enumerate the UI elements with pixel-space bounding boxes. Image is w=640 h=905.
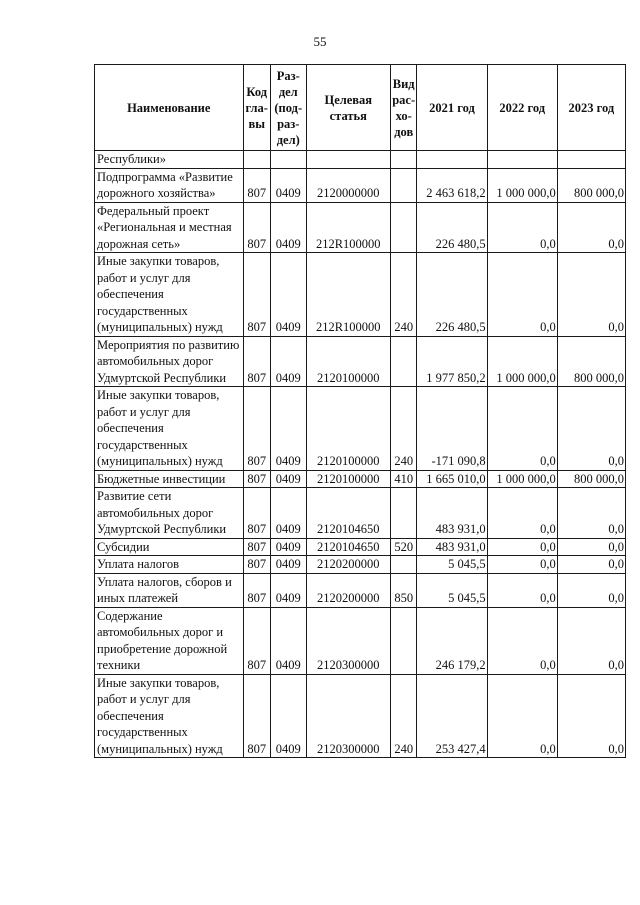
cell-section: 0409 bbox=[270, 168, 306, 202]
cell-y2021: 2 463 618,2 bbox=[417, 168, 487, 202]
cell-expense bbox=[390, 168, 416, 202]
cell-y2022: 0,0 bbox=[487, 674, 557, 758]
cell-y2021: 5 045,5 bbox=[417, 556, 487, 574]
cell-section: 0409 bbox=[270, 674, 306, 758]
cell-y2023: 0,0 bbox=[557, 674, 625, 758]
cell-code: 807 bbox=[243, 168, 270, 202]
cell-y2021: -171 090,8 bbox=[417, 387, 487, 471]
header-2022: 2022 год bbox=[487, 65, 557, 151]
header-2023: 2023 год bbox=[557, 65, 625, 151]
cell-name: Мероприятия по развитию автомобильных дорог Удмуртской Республики bbox=[95, 336, 244, 387]
table-row bbox=[95, 488, 626, 539]
cell-y2022: 0,0 bbox=[487, 573, 557, 607]
cell-target bbox=[306, 151, 390, 169]
header-code: Код гла- вы bbox=[243, 65, 270, 151]
cell-name: Субсидии bbox=[95, 538, 244, 556]
cell-y2023: 800 000,0 bbox=[557, 470, 625, 488]
cell-target: 2120104650 bbox=[306, 538, 390, 556]
cell-y2022: 0,0 bbox=[487, 387, 557, 471]
cell-y2023: 0,0 bbox=[557, 573, 625, 607]
cell-code: 807 bbox=[243, 470, 270, 488]
cell-target: 2120104650 bbox=[306, 488, 390, 539]
table-row bbox=[95, 674, 626, 758]
table-row bbox=[95, 202, 626, 253]
cell-target: 2120100000 bbox=[306, 336, 390, 387]
cell-code: 807 bbox=[243, 556, 270, 574]
cell-name: Уплата налогов bbox=[95, 556, 244, 574]
cell-y2023: 0,0 bbox=[557, 253, 625, 337]
cell-code: 807 bbox=[243, 336, 270, 387]
cell-section: 0409 bbox=[270, 202, 306, 253]
cell-expense: 240 bbox=[390, 674, 416, 758]
budget-table bbox=[94, 64, 626, 758]
cell-y2022: 1 000 000,0 bbox=[487, 470, 557, 488]
table-header-row bbox=[95, 65, 626, 151]
table-row bbox=[95, 470, 626, 488]
cell-target: 2120000000 bbox=[306, 168, 390, 202]
cell-code: 807 bbox=[243, 607, 270, 674]
cell-y2021: 1 977 850,2 bbox=[417, 336, 487, 387]
cell-y2022: 0,0 bbox=[487, 538, 557, 556]
cell-target: 2120200000 bbox=[306, 556, 390, 574]
cell-target: 212R100000 bbox=[306, 253, 390, 337]
cell-expense: 410 bbox=[390, 470, 416, 488]
table-row bbox=[95, 387, 626, 471]
cell-expense: 520 bbox=[390, 538, 416, 556]
cell-y2022: 1 000 000,0 bbox=[487, 336, 557, 387]
cell-y2023: 0,0 bbox=[557, 538, 625, 556]
cell-expense bbox=[390, 607, 416, 674]
cell-name: Иные закупки товаров, работ и услуг для обеспечения государственных (муниципальных) нужд bbox=[95, 253, 244, 337]
cell-name: Подпрограмма «Развитие дорожного хозяйства» bbox=[95, 168, 244, 202]
table-row bbox=[95, 607, 626, 674]
cell-y2021: 253 427,4 bbox=[417, 674, 487, 758]
table-row bbox=[95, 336, 626, 387]
cell-target: 2120100000 bbox=[306, 387, 390, 471]
cell-y2023: 800 000,0 bbox=[557, 336, 625, 387]
cell-y2021: 5 045,5 bbox=[417, 573, 487, 607]
cell-expense: 850 bbox=[390, 573, 416, 607]
cell-expense: 240 bbox=[390, 253, 416, 337]
cell-y2021 bbox=[417, 151, 487, 169]
cell-y2022: 0,0 bbox=[487, 202, 557, 253]
cell-section: 0409 bbox=[270, 556, 306, 574]
cell-section: 0409 bbox=[270, 253, 306, 337]
cell-y2022: 1 000 000,0 bbox=[487, 168, 557, 202]
cell-y2023: 0,0 bbox=[557, 556, 625, 574]
table-row bbox=[95, 556, 626, 574]
cell-y2021: 226 480,5 bbox=[417, 202, 487, 253]
cell-y2022: 0,0 bbox=[487, 607, 557, 674]
cell-section: 0409 bbox=[270, 488, 306, 539]
cell-name: Федеральный проект «Региональная и местная дорожная сеть» bbox=[95, 202, 244, 253]
cell-y2022: 0,0 bbox=[487, 556, 557, 574]
cell-code: 807 bbox=[243, 573, 270, 607]
cell-expense bbox=[390, 336, 416, 387]
cell-y2023: 0,0 bbox=[557, 488, 625, 539]
cell-target: 2120200000 bbox=[306, 573, 390, 607]
cell-code bbox=[243, 151, 270, 169]
cell-y2023: 0,0 bbox=[557, 202, 625, 253]
cell-y2021: 483 931,0 bbox=[417, 488, 487, 539]
cell-y2021: 483 931,0 bbox=[417, 538, 487, 556]
cell-code: 807 bbox=[243, 488, 270, 539]
cell-y2022 bbox=[487, 151, 557, 169]
header-name: Наименование bbox=[95, 65, 244, 151]
cell-section: 0409 bbox=[270, 607, 306, 674]
cell-name: Иные закупки товаров, работ и услуг для обеспечения государственных (муниципальных) нужд bbox=[95, 674, 244, 758]
cell-y2023: 800 000,0 bbox=[557, 168, 625, 202]
cell-y2021: 246 179,2 bbox=[417, 607, 487, 674]
cell-section: 0409 bbox=[270, 573, 306, 607]
page-number: 55 bbox=[313, 34, 327, 49]
cell-name: Уплата налогов, сборов и иных платежей bbox=[95, 573, 244, 607]
cell-name: Содержание автомобильных дорог и приобретение дорожной техники bbox=[95, 607, 244, 674]
cell-code: 807 bbox=[243, 202, 270, 253]
cell-y2023 bbox=[557, 151, 625, 169]
cell-target: 2120100000 bbox=[306, 470, 390, 488]
cell-code: 807 bbox=[243, 387, 270, 471]
cell-target: 2120300000 bbox=[306, 607, 390, 674]
cell-name: Иные закупки товаров, работ и услуг для обеспечения государственных (муниципальных) нужд bbox=[95, 387, 244, 471]
cell-name: Республики» bbox=[95, 151, 244, 169]
table-row bbox=[95, 151, 626, 169]
table-row bbox=[95, 573, 626, 607]
header-section: Раз- дел (под- раз- дел) bbox=[270, 65, 306, 151]
cell-section: 0409 bbox=[270, 387, 306, 471]
cell-y2022: 0,0 bbox=[487, 488, 557, 539]
cell-expense bbox=[390, 151, 416, 169]
cell-section: 0409 bbox=[270, 538, 306, 556]
cell-expense bbox=[390, 556, 416, 574]
cell-y2021: 226 480,5 bbox=[417, 253, 487, 337]
table-row bbox=[95, 168, 626, 202]
cell-name: Развитие сети автомобильных дорог Удмуртской Республики bbox=[95, 488, 244, 539]
cell-section bbox=[270, 151, 306, 169]
cell-code: 807 bbox=[243, 538, 270, 556]
cell-section: 0409 bbox=[270, 336, 306, 387]
cell-target: 2120300000 bbox=[306, 674, 390, 758]
header-expense: Вид рас- хо- дов bbox=[390, 65, 416, 151]
cell-name: Бюджетные инвестиции bbox=[95, 470, 244, 488]
table-row bbox=[95, 538, 626, 556]
cell-expense: 240 bbox=[390, 387, 416, 471]
cell-y2021: 1 665 010,0 bbox=[417, 470, 487, 488]
cell-code: 807 bbox=[243, 674, 270, 758]
cell-expense bbox=[390, 488, 416, 539]
table-body bbox=[95, 151, 626, 758]
cell-target: 212R100000 bbox=[306, 202, 390, 253]
cell-y2023: 0,0 bbox=[557, 607, 625, 674]
cell-y2022: 0,0 bbox=[487, 253, 557, 337]
header-2021: 2021 год bbox=[417, 65, 487, 151]
cell-y2023: 0,0 bbox=[557, 387, 625, 471]
cell-code: 807 bbox=[243, 253, 270, 337]
table-row bbox=[95, 253, 626, 337]
header-target: Целевая статья bbox=[306, 65, 390, 151]
cell-section: 0409 bbox=[270, 470, 306, 488]
cell-expense bbox=[390, 202, 416, 253]
